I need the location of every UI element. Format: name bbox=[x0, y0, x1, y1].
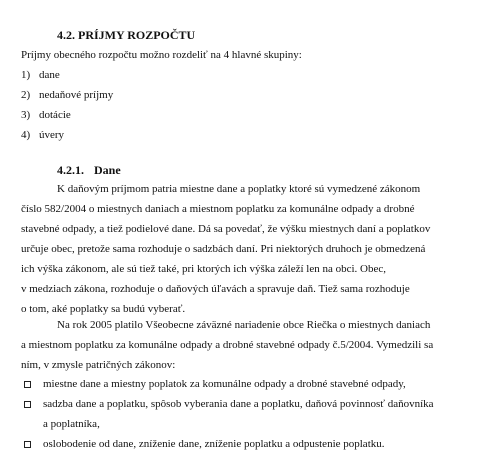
list-item bbox=[21, 394, 434, 434]
paragraph-line: K daňovým príjmom patria miestne dane a poplatky ktoré sú vymedzené zákonom bbox=[57, 183, 421, 195]
income-groups-list bbox=[21, 65, 113, 145]
subsection-number: 4.2.1. bbox=[57, 163, 84, 177]
paragraph-taxes bbox=[21, 179, 431, 319]
list-item bbox=[21, 65, 113, 85]
section-heading: 4.2. PRÍJMY ROZPOČTU bbox=[57, 28, 196, 42]
square-bullet-icon bbox=[24, 401, 31, 408]
list-label: dane bbox=[39, 69, 60, 81]
subsection-title: Dane bbox=[94, 163, 121, 177]
list-item bbox=[21, 125, 113, 145]
list-label: dotácie bbox=[39, 109, 71, 121]
paragraph-line: číslo 582/2004 o miestnych daniach a miestnom poplatku za komunálne odpady a drobné bbox=[21, 203, 415, 215]
paragraph-regulation bbox=[21, 315, 434, 375]
paragraph-line: v medziach zákona, rozhoduje o daňových úľavách a spravuje daň. Tiež sama rozhoduje bbox=[21, 283, 410, 295]
paragraph-line: o tom, aké poplatky sa budú vyberať. bbox=[21, 303, 186, 315]
paragraph-line: ich výška zákonom, ale sú tiež také, pri ktorých ich výška záleží len na obci. Obec, bbox=[21, 263, 387, 275]
list-number: 2) bbox=[21, 89, 31, 101]
section-intro: Príjmy obecného rozpočtu možno rozdeliť na 4 hlavné skupiny: bbox=[21, 49, 302, 61]
paragraph-line: určuje obec, pretože sama rozhoduje o sadzbách daní. Pri niektorých druhoch je obmedzená bbox=[21, 243, 426, 255]
paragraph-line: a miestnom poplatku za komunálne odpady a drobné stavebné odpady č.5/2004. Vymedzili sa bbox=[21, 339, 434, 351]
list-number: 1) bbox=[21, 69, 31, 81]
subsection-heading bbox=[57, 160, 121, 180]
bullet-text: miestne dane a miestny poplatok za komunálne odpady a drobné stavebné odpady, bbox=[43, 378, 406, 390]
list-item bbox=[21, 374, 434, 394]
square-bullet-icon bbox=[24, 381, 31, 388]
list-label: úvery bbox=[39, 129, 65, 141]
list-item bbox=[21, 85, 113, 105]
regulation-bullets bbox=[21, 374, 434, 454]
list-item bbox=[21, 105, 113, 125]
bullet-text-continued: a poplatníka, bbox=[43, 418, 100, 430]
paragraph-line: ním, v zmysle patričných zákonov: bbox=[21, 359, 176, 371]
list-number: 3) bbox=[21, 109, 31, 121]
paragraph-line: Na rok 2005 platilo Všeobecne záväzné nariadenie obce Riečka o miestnych daniach bbox=[57, 319, 431, 331]
square-bullet-icon bbox=[24, 441, 31, 448]
list-item bbox=[21, 434, 434, 454]
list-number: 4) bbox=[21, 129, 31, 141]
list-label: nedaňové príjmy bbox=[39, 89, 114, 101]
bullet-text: sadzba dane a poplatku, spôsob vyberania dane a poplatku, daňová povinnosť daňovníka bbox=[43, 398, 434, 410]
paragraph-line: stavebné odpady, a tiež podielové dane. Dá sa povedať, že výšku miestnych daní a poplatkov bbox=[21, 223, 431, 235]
bullet-text: oslobodenie od dane, zníženie dane, zníženie poplatku a odpustenie poplatku. bbox=[43, 438, 385, 450]
